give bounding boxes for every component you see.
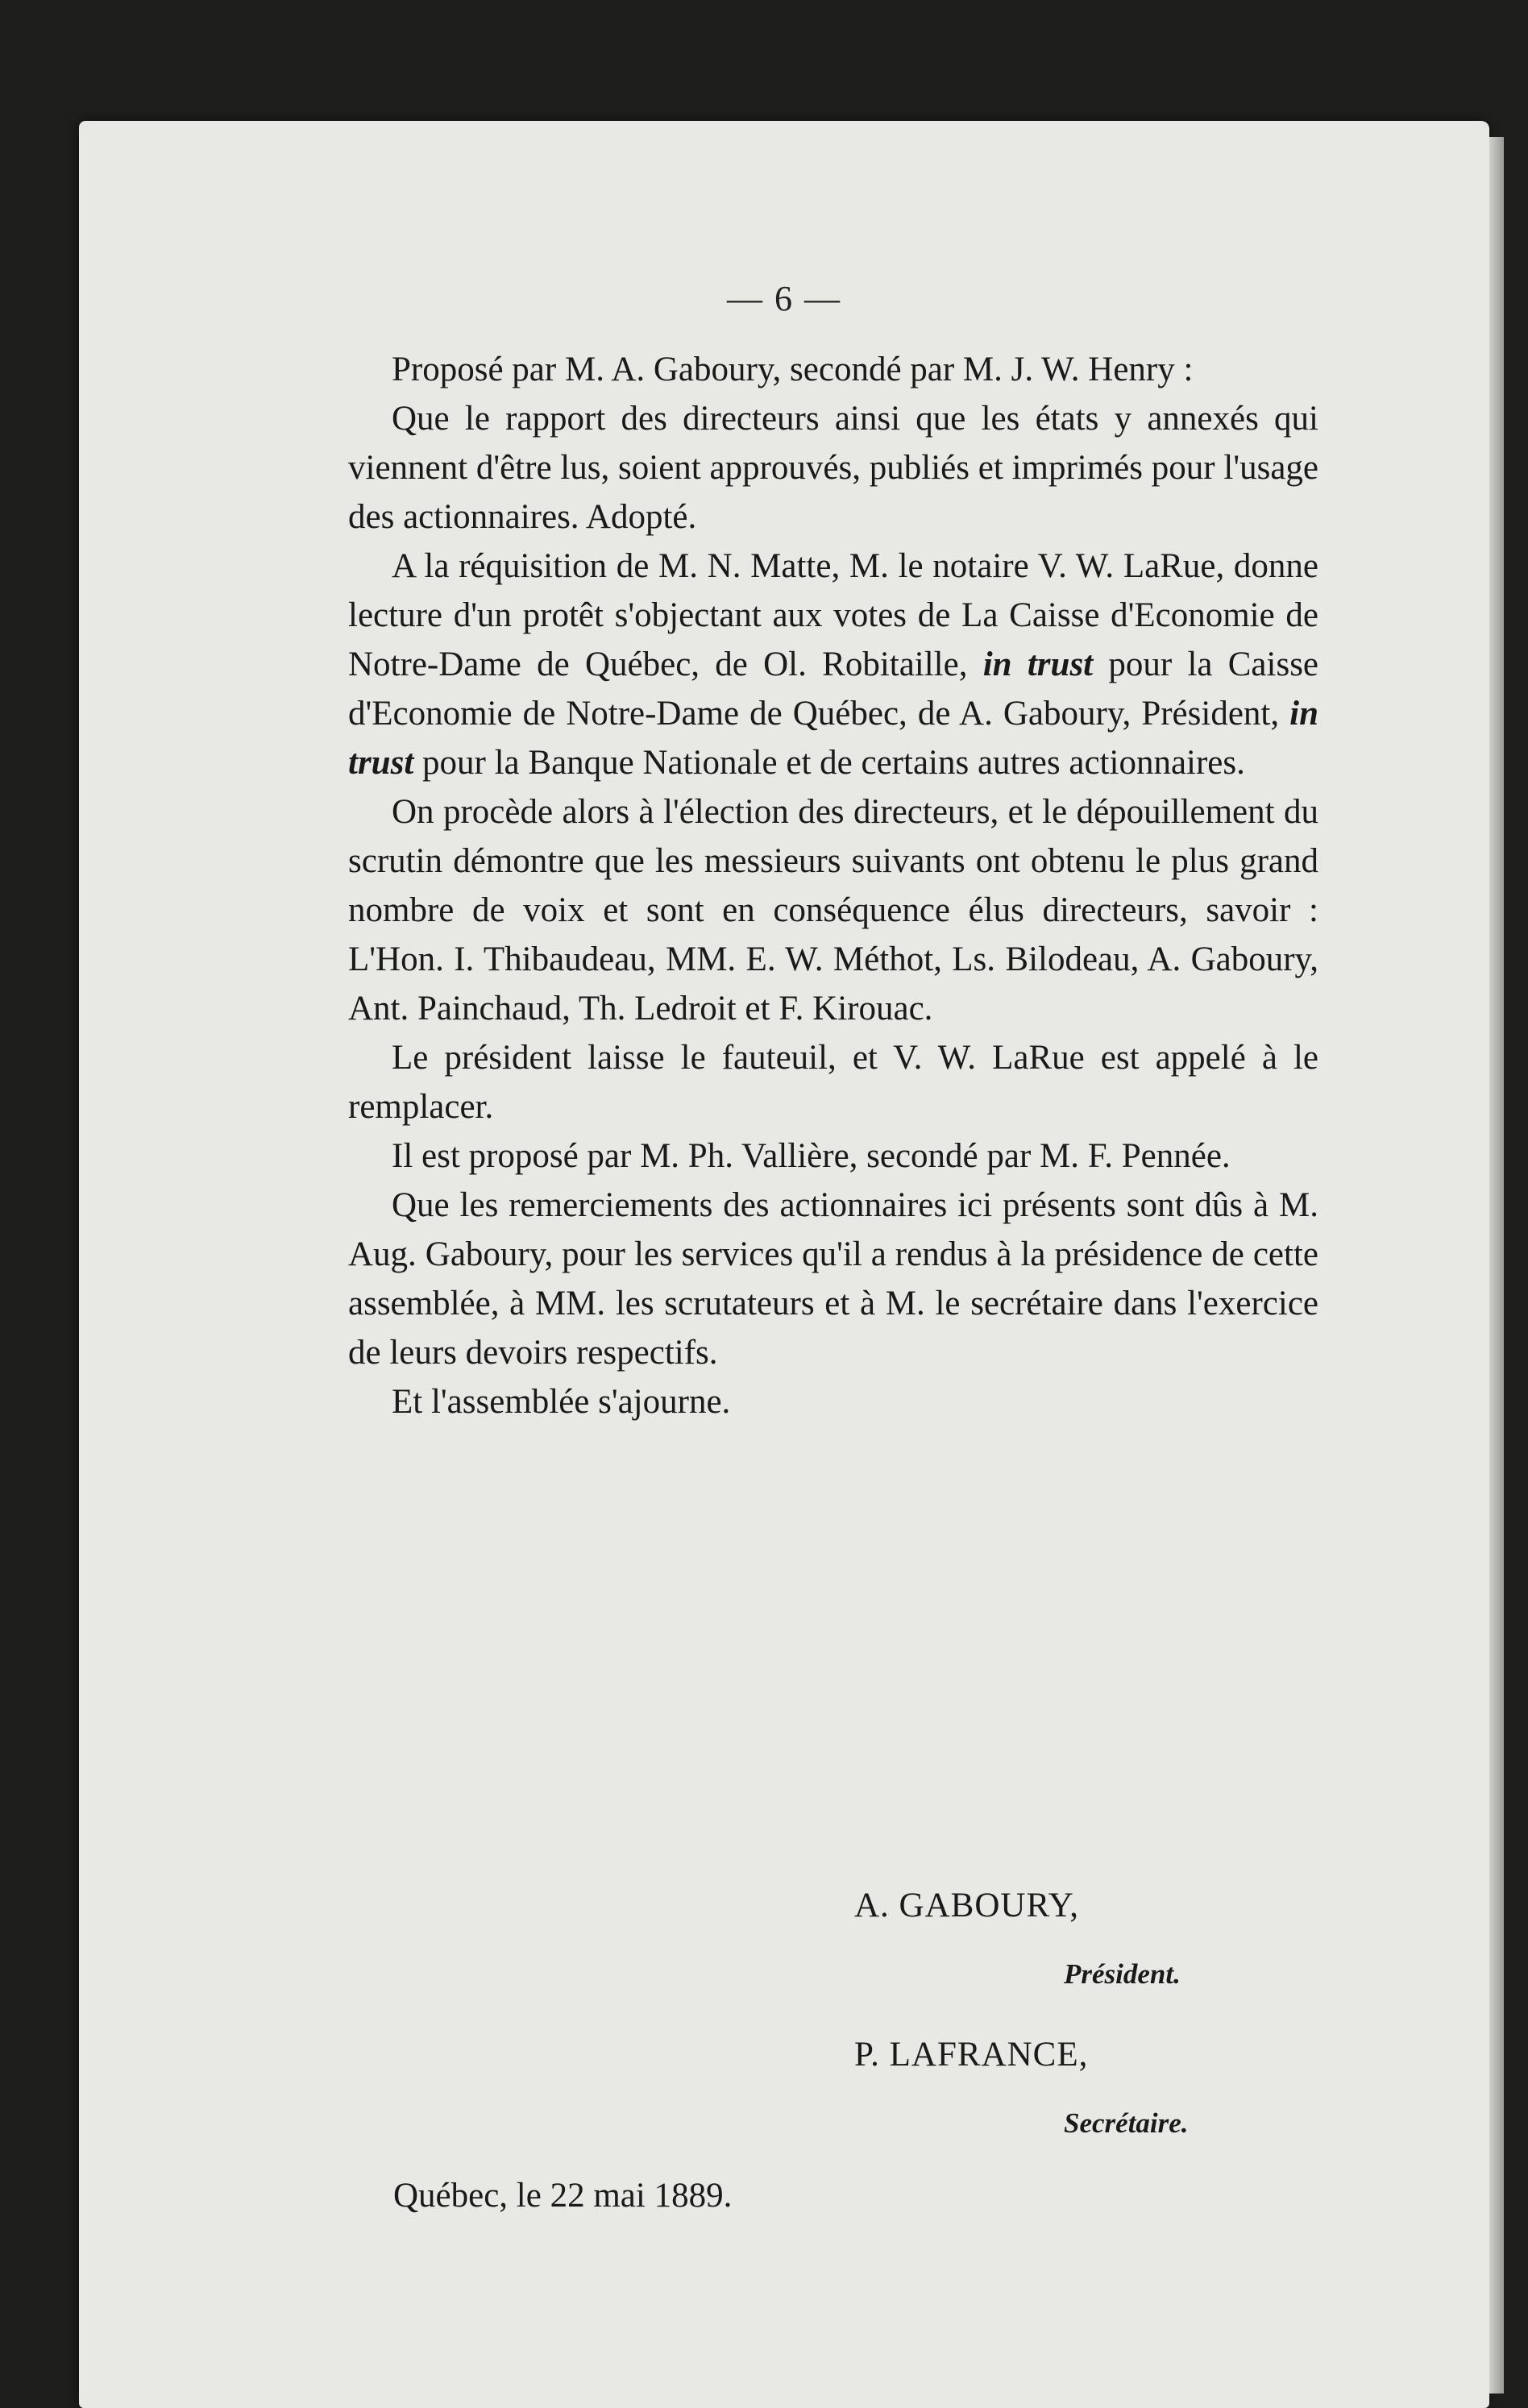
signatory-name: P. LAFRANCE, (854, 2036, 1089, 2074)
paragraph: Que le rapport des directeurs ainsi que les états y annexés qui viennent d'être lus, soient approuvés, publiés et imprimés pour l'usage des actionnaires. Adopté. (348, 400, 1318, 536)
paragraph: Il est proposé par M. Ph. Vallière, secondé par M. F. Pennée. (392, 1137, 1231, 1175)
signatory-name: A. GABOURY, (854, 1887, 1080, 1924)
place-and-date: Québec, le 22 mai 1889. (393, 2177, 733, 2215)
paragraph-text: pour la Banque Nationale et de certains autres actionnaires. (422, 744, 1245, 782)
signatory-title: Secrétaire. (1064, 2107, 1189, 2139)
paragraph: Le président laisse le fauteuil, et V. W. LaRue est appelé à le remplacer. (348, 1039, 1318, 1126)
document-body (348, 345, 1318, 1426)
paragraph (348, 542, 1318, 787)
document-page (79, 121, 1489, 2408)
page-edge-shadow (1489, 137, 1504, 2393)
paragraph: Et l'assemblée s'ajourne. (392, 1383, 731, 1421)
italic-phrase: in trust (348, 695, 1319, 782)
paragraph: Proposé par M. A. Gaboury, secondé par M. J. W. Henry : (392, 351, 1194, 388)
page-number: — 6 — (727, 279, 841, 318)
paragraph-text: A la réquisition de M. N. Matte, M. le notaire V. W. LaRue, donne lecture d'un protêt s'objectant aux votes de La Caisse d'Economie de Notre-Dame de Québec, de Ol. Robitaille, (348, 547, 1318, 683)
signatory-title: Président. (1064, 1958, 1181, 1990)
paragraph: Que les remerciements des actionnaires ici présents sont dûs à M. Aug. Gaboury, pour les services qu'il a rendus à la présidence de cette assemblée, à MM. les scrutateurs et à M. le secrétaire dans l'exercice de leurs devoirs respectifs. (348, 1186, 1318, 1372)
italic-phrase: in trust (982, 646, 1094, 683)
paragraph-text: pour la Caisse d'Economie de Notre-Dame de Québec, de A. Gaboury, Président, (348, 646, 1319, 733)
paragraph: On procède alors à l'élection des directeurs, et le dépouillement du scrutin démontre que les messieurs suivants ont obtenu le plus grand nombre de voix et sont en conséquence élus directeurs, savoir : L'Hon. I. Thibaudeau, MM. E. W. Méthot, Ls. Bilodeau, A. Gaboury, Ant. Painchaud, Th. Ledroit et F. Kirouac. (348, 793, 1318, 1028)
